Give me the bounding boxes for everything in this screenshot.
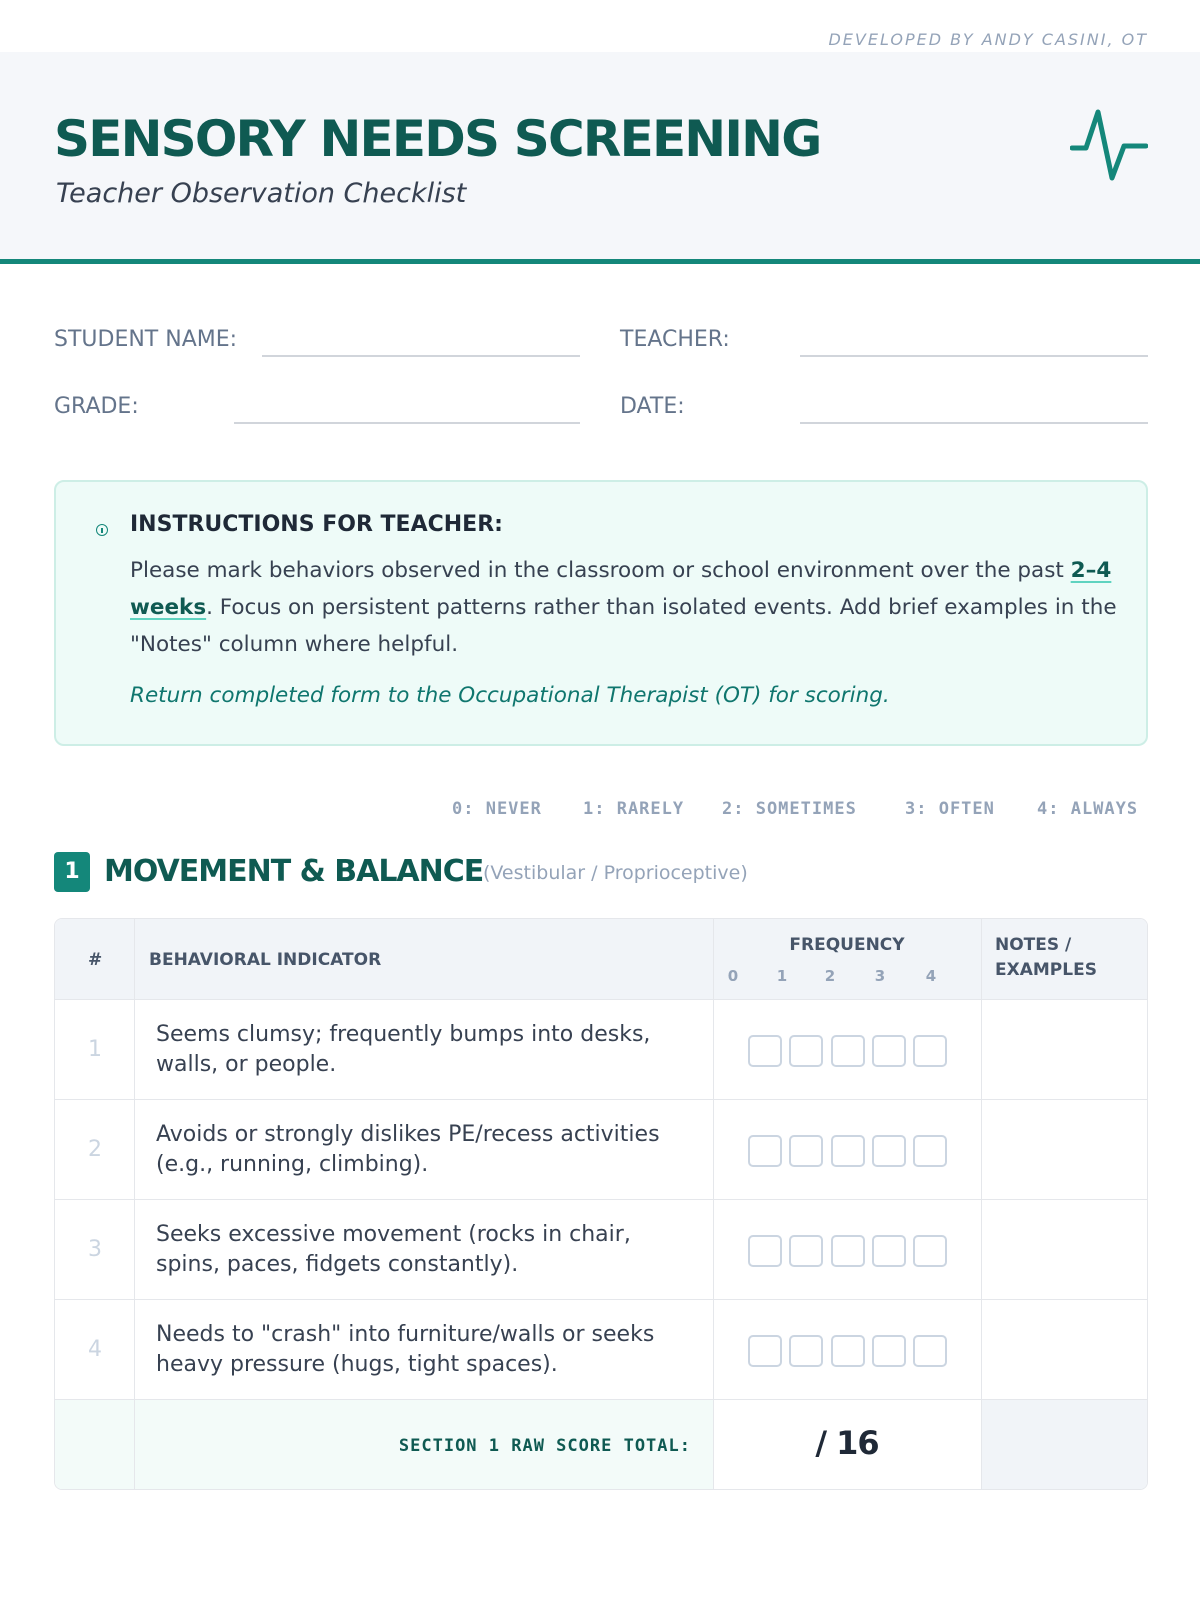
- row-number: 2: [88, 1137, 102, 1162]
- total-notes-cell: [981, 1400, 1148, 1490]
- row-number: 1: [88, 1037, 102, 1062]
- section-total-row: [55, 1400, 1147, 1490]
- instructions-box: [54, 480, 1148, 746]
- date-label: DATE:: [620, 394, 685, 419]
- table-header: [55, 919, 1147, 1000]
- checklist-table: [54, 918, 1148, 1490]
- info-icon: [96, 524, 108, 536]
- page-subtitle: Teacher Observation Checklist: [56, 178, 467, 209]
- rating-checkbox-3[interactable]: [872, 1135, 906, 1167]
- header-banner: [0, 52, 1200, 264]
- col-notes-header: EXAMPLES: [995, 960, 1097, 980]
- table-row: [55, 1200, 1147, 1300]
- rating-checkbox-2[interactable]: [831, 1035, 865, 1067]
- credit-line: DEVELOPED BY ANDY CASINI, OT: [828, 30, 1148, 49]
- rating-checkbox-4[interactable]: [913, 1035, 947, 1067]
- rating-checkbox-4[interactable]: [913, 1235, 947, 1267]
- instructions-body: Please mark behaviors observed in the classroom or school environment over the past 2–4 weeks. Focus on persistent patterns rather than isolated events. Add brief examples in the "Notes" column where helpful.: [130, 558, 1117, 657]
- frequency-level-label: 2: [824, 967, 836, 985]
- scale-legend-item: 2: SOMETIMES: [722, 799, 857, 819]
- rating-checkbox-1[interactable]: [789, 1235, 823, 1267]
- rating-checkbox-3[interactable]: [872, 1335, 906, 1367]
- student-name-field[interactable]: [262, 355, 580, 357]
- column-divider: [134, 919, 135, 1489]
- duration-emphasis: 2–4 weeks: [130, 558, 1112, 620]
- behavior-indicator: Seems clumsy; frequently bumps into desks, walls, or people.: [156, 1021, 651, 1077]
- behavior-indicator: Avoids or strongly dislikes PE/recess activities (e.g., running, climbing).: [156, 1121, 660, 1177]
- rating-checkbox-4[interactable]: [913, 1135, 947, 1167]
- table-row: [55, 1100, 1147, 1200]
- teacher-field[interactable]: [800, 355, 1148, 357]
- rating-checkbox-3[interactable]: [872, 1035, 906, 1067]
- instructions-heading: INSTRUCTIONS FOR TEACHER:: [130, 512, 503, 537]
- section-total-score[interactable]: / 16: [815, 1424, 879, 1462]
- rating-checkbox-2[interactable]: [831, 1135, 865, 1167]
- pulse-icon: [1070, 106, 1148, 186]
- row-number: 3: [88, 1237, 102, 1262]
- date-field[interactable]: [800, 422, 1148, 424]
- table-row: [55, 1300, 1147, 1400]
- grade-field[interactable]: [234, 422, 580, 424]
- scale-legend-item: 3: OFTEN: [905, 799, 995, 819]
- behavior-indicator: Seeks excessive movement (rocks in chair, spins, paces, fidgets constantly).: [156, 1221, 631, 1277]
- frequency-level-label: 1: [776, 967, 788, 985]
- row-number: 4: [88, 1337, 102, 1362]
- rating-checkbox-0[interactable]: [748, 1235, 782, 1267]
- frequency-level-label: 0: [727, 967, 739, 985]
- rating-checkbox-0[interactable]: [748, 1335, 782, 1367]
- rating-checkbox-1[interactable]: [789, 1035, 823, 1067]
- frequency-level-label: 4: [925, 967, 937, 985]
- page-title: SENSORY NEEDS SCREENING: [54, 110, 821, 168]
- scale-legend-item: 1: RARELY: [583, 799, 685, 819]
- section-number-badge: 1: [54, 852, 90, 892]
- column-divider: [981, 919, 982, 1489]
- column-divider: [713, 919, 714, 1489]
- rating-checkbox-0[interactable]: [748, 1035, 782, 1067]
- return-note: Return completed form to the Occupational Therapist (OT) for scoring.: [130, 683, 890, 708]
- col-frequency-header: FREQUENCY: [789, 935, 905, 955]
- rating-checkbox-2[interactable]: [831, 1335, 865, 1367]
- rating-checkbox-1[interactable]: [789, 1135, 823, 1167]
- frequency-level-label: 3: [874, 967, 886, 985]
- rating-checkbox-1[interactable]: [789, 1335, 823, 1367]
- section-title: MOVEMENT & BALANCE: [104, 854, 484, 889]
- scale-legend-item: 0: NEVER: [452, 799, 542, 819]
- rating-checkbox-0[interactable]: [748, 1135, 782, 1167]
- rating-checkbox-3[interactable]: [872, 1235, 906, 1267]
- col-notes-header: NOTES /: [995, 935, 1072, 955]
- col-indicator-header: BEHAVIORAL INDICATOR: [149, 950, 382, 970]
- teacher-label: TEACHER:: [620, 327, 730, 352]
- section-total-label: SECTION 1 RAW SCORE TOTAL:: [398, 1436, 691, 1456]
- section-subtitle: (Vestibular / Proprioceptive): [483, 862, 748, 884]
- table-row: [55, 1000, 1147, 1100]
- scale-legend-item: 4: ALWAYS: [1037, 799, 1139, 819]
- behavior-indicator: Needs to "crash" into furniture/walls or seeks heavy pressure (hugs, tight spaces).: [156, 1321, 655, 1377]
- col-number-header: #: [88, 950, 103, 970]
- grade-label: GRADE:: [54, 394, 139, 419]
- student-name-label: STUDENT NAME:: [54, 327, 238, 352]
- rating-checkbox-4[interactable]: [913, 1335, 947, 1367]
- rating-checkbox-2[interactable]: [831, 1235, 865, 1267]
